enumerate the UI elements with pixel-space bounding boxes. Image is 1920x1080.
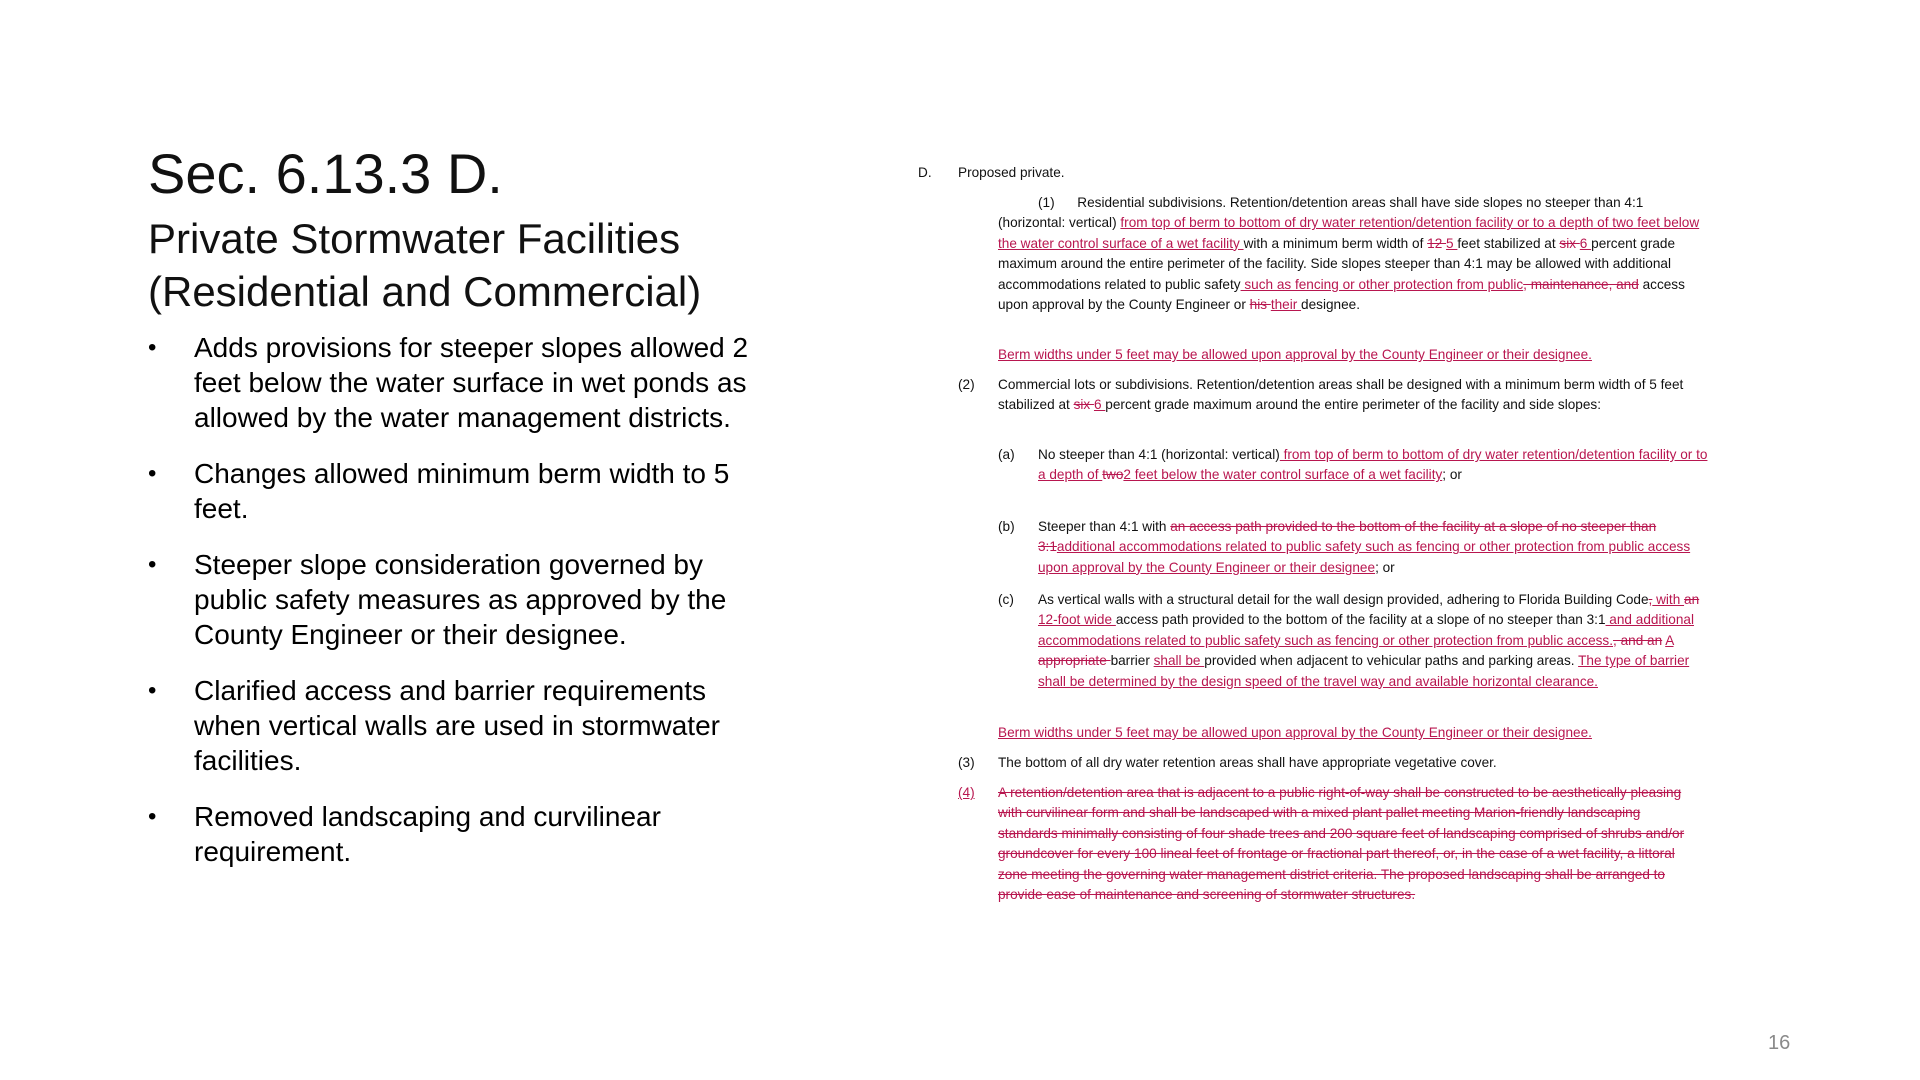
bullet-icon: • (148, 551, 157, 578)
inserted-text: A (1665, 632, 1674, 648)
inserted-text: additional accommodations related to public safety such as fencing or other protection from public access upon approval by the County Engineer or their designee (1038, 539, 1691, 575)
paragraph-4-label: (4) (958, 785, 975, 800)
inserted-text: shall be (1153, 653, 1205, 669)
bullet-item (148, 547, 758, 652)
bullet-item (148, 330, 758, 435)
deleted-text: six (1073, 397, 1094, 413)
inserted-text: The type of barrier shall be determined by the design speed of the travel way and available horizontal clearance. (1038, 653, 1690, 689)
item-c-label: (c) (998, 592, 1014, 607)
deleted-text: , maintenance, and (1523, 276, 1639, 292)
item-c: As vertical walls with a structural detail for the wall design provided, adhering to Florida Building Code, with an 12-foot wide access path provided to the bottom of the facility at a slope of no steeper than 3:1 and additional accommodations related to public safety such as fencing or other protection from public access., and an A appropriate barrier shall be provided when adjacent to vehicular paths and parking areas. The type of barrier shall be determined by the design speed of the travel way and available horizontal clearance. (1038, 592, 1700, 689)
paragraph-1-label: (1) (1038, 195, 1055, 210)
paragraph-4-deleted: A retention/detention area that is adjacent to a public right-of-way shall be constructed to be aesthetically pleasing with curvilinear form and shall be landscaped with a mixed plant pallet meeting Marion-friendly landscaping standards minimally consisting of four shade trees and 200 square feet of landscaping comprised of shrubs and/or groundcover for every 100 lineal feet of frontage or fractional part thereof, or, in the case of a wet facility, a littoral zone meeting the governing water management district criteria. The proposed landscaping shall be arranged to provide ease of maintenance and screening of stormwater structures. (998, 785, 1685, 903)
section-d-label: D. (918, 165, 932, 180)
inserted-text: such as fencing or other protection from public (1240, 276, 1524, 292)
deleted-text: an access path provided to the bottom of the facility at a slope of no steeper than 3:1 (1038, 519, 1657, 555)
item-a: No steeper than 4:1 (horizontal: vertical) from top of berm to bottom of dry water retention/detention facility or to a depth of two2 feet below the water control surface of a wet facility; or (1038, 447, 1708, 483)
paragraph-2: Commercial lots or subdivisions. Retention/detention areas shall be designed with a minimum berm width of 5 feet stabilized at six 6 percent grade maximum around the entire perimeter of the facility and side slopes: (998, 377, 1684, 413)
inserted-text: and additional accommodations related to public safety such as fencing or other protection from public access. (1038, 612, 1694, 648)
bullet-icon: • (148, 460, 157, 487)
inserted-text: from top of berm to bottom of dry water retention/detention facility or to a depth of (1038, 447, 1708, 483)
slide-title: Sec. 6.13.3 D. (148, 142, 503, 205)
bullet-item (148, 799, 758, 869)
berm-note-2: Berm widths under 5 feet may be allowed upon approval by the County Engineer or their designee. (998, 725, 1592, 740)
slide-subtitle: Private Stormwater Facilities (Residential and Commercial) (148, 215, 702, 316)
bullet-text: Changes allowed minimum berm width to 5 feet. (194, 458, 730, 524)
paragraph-3-label: (3) (958, 755, 975, 770)
deleted-text: , (1648, 592, 1653, 607)
item-b-label: (b) (998, 519, 1015, 534)
deleted-text: his (1249, 297, 1271, 313)
item-b: Steeper than 4:1 with an access path provided to the bottom of the facility at a slope of no steeper than 3:1additional accommodations related to public safety such as fencing or other protection from public access upon approval by the County Engineer or their designee; or (1038, 519, 1691, 575)
inserted-text: with (1652, 592, 1685, 607)
inserted-text: from top of berm to bottom of dry water retention/detention facility or to a depth of two feet below the water control surface of a wet facility (998, 215, 1700, 251)
page-number: 16 (1768, 1032, 1791, 1054)
bullet-icon: • (148, 677, 157, 704)
deleted-text: six (1559, 235, 1580, 251)
bullet-text: Removed landscaping and curvilinear requirement. (194, 801, 661, 867)
section-d-text: Proposed private. (958, 165, 1065, 180)
bullet-icon: • (148, 803, 157, 830)
bullet-text: Clarified access and barrier requirements when vertical walls are used in stormwater facilities. (194, 675, 720, 776)
paragraph-2-label: (2) (958, 377, 975, 392)
deleted-text: , and an (1613, 632, 1663, 648)
paragraph-3: The bottom of all dry water retention areas shall have appropriate vegetative cover. (998, 755, 1497, 770)
deleted-text: two (1102, 467, 1124, 483)
bullet-text: Steeper slope consideration governed by public safety measures as approved by the County Engineer or their designee. (194, 549, 727, 650)
deleted-text: 12 (1427, 235, 1447, 251)
deleted-text: an (1684, 592, 1700, 607)
inserted-text: 12-foot wide (1038, 612, 1116, 628)
inserted-text: 6 (1093, 397, 1106, 413)
inserted-text: 5 (1446, 235, 1458, 251)
berm-note-1: Berm widths under 5 feet may be allowed upon approval by the County Engineer or their designee. (998, 347, 1592, 362)
inserted-text: 6 (1579, 235, 1592, 251)
bullet-icon: • (148, 334, 157, 361)
deleted-text: appropriate (1038, 653, 1111, 669)
bullet-item (148, 673, 758, 778)
bullet-item (148, 456, 758, 526)
inserted-text: their (1270, 297, 1302, 313)
bullet-list (148, 330, 758, 890)
paragraph-1: (1) Residential subdivisions. Retention/detention areas shall have side slopes no steeper than 4:1 (horizontal: vertical) from top of berm to bottom of dry water retention/detention facility or to a depth of two feet below the water control surface of a wet facility with a minimum berm width of 12 5 feet stabilized at six 6 percent grade maximum around the entire perimeter of the facility. Side slopes steeper than 4:1 may be allowed with additional accommodations related to public safety such as fencing or other protection from public, maintenance, and access upon approval by the County Engineer or his their designee. (998, 195, 1700, 313)
bullet-text: Adds provisions for steeper slopes allowed 2 feet below the water surface in wet ponds as allowed by the water management districts. (194, 332, 749, 433)
item-a-label: (a) (998, 447, 1015, 462)
inserted-text: 2 feet below the water control surface of a wet facility (1123, 467, 1443, 483)
